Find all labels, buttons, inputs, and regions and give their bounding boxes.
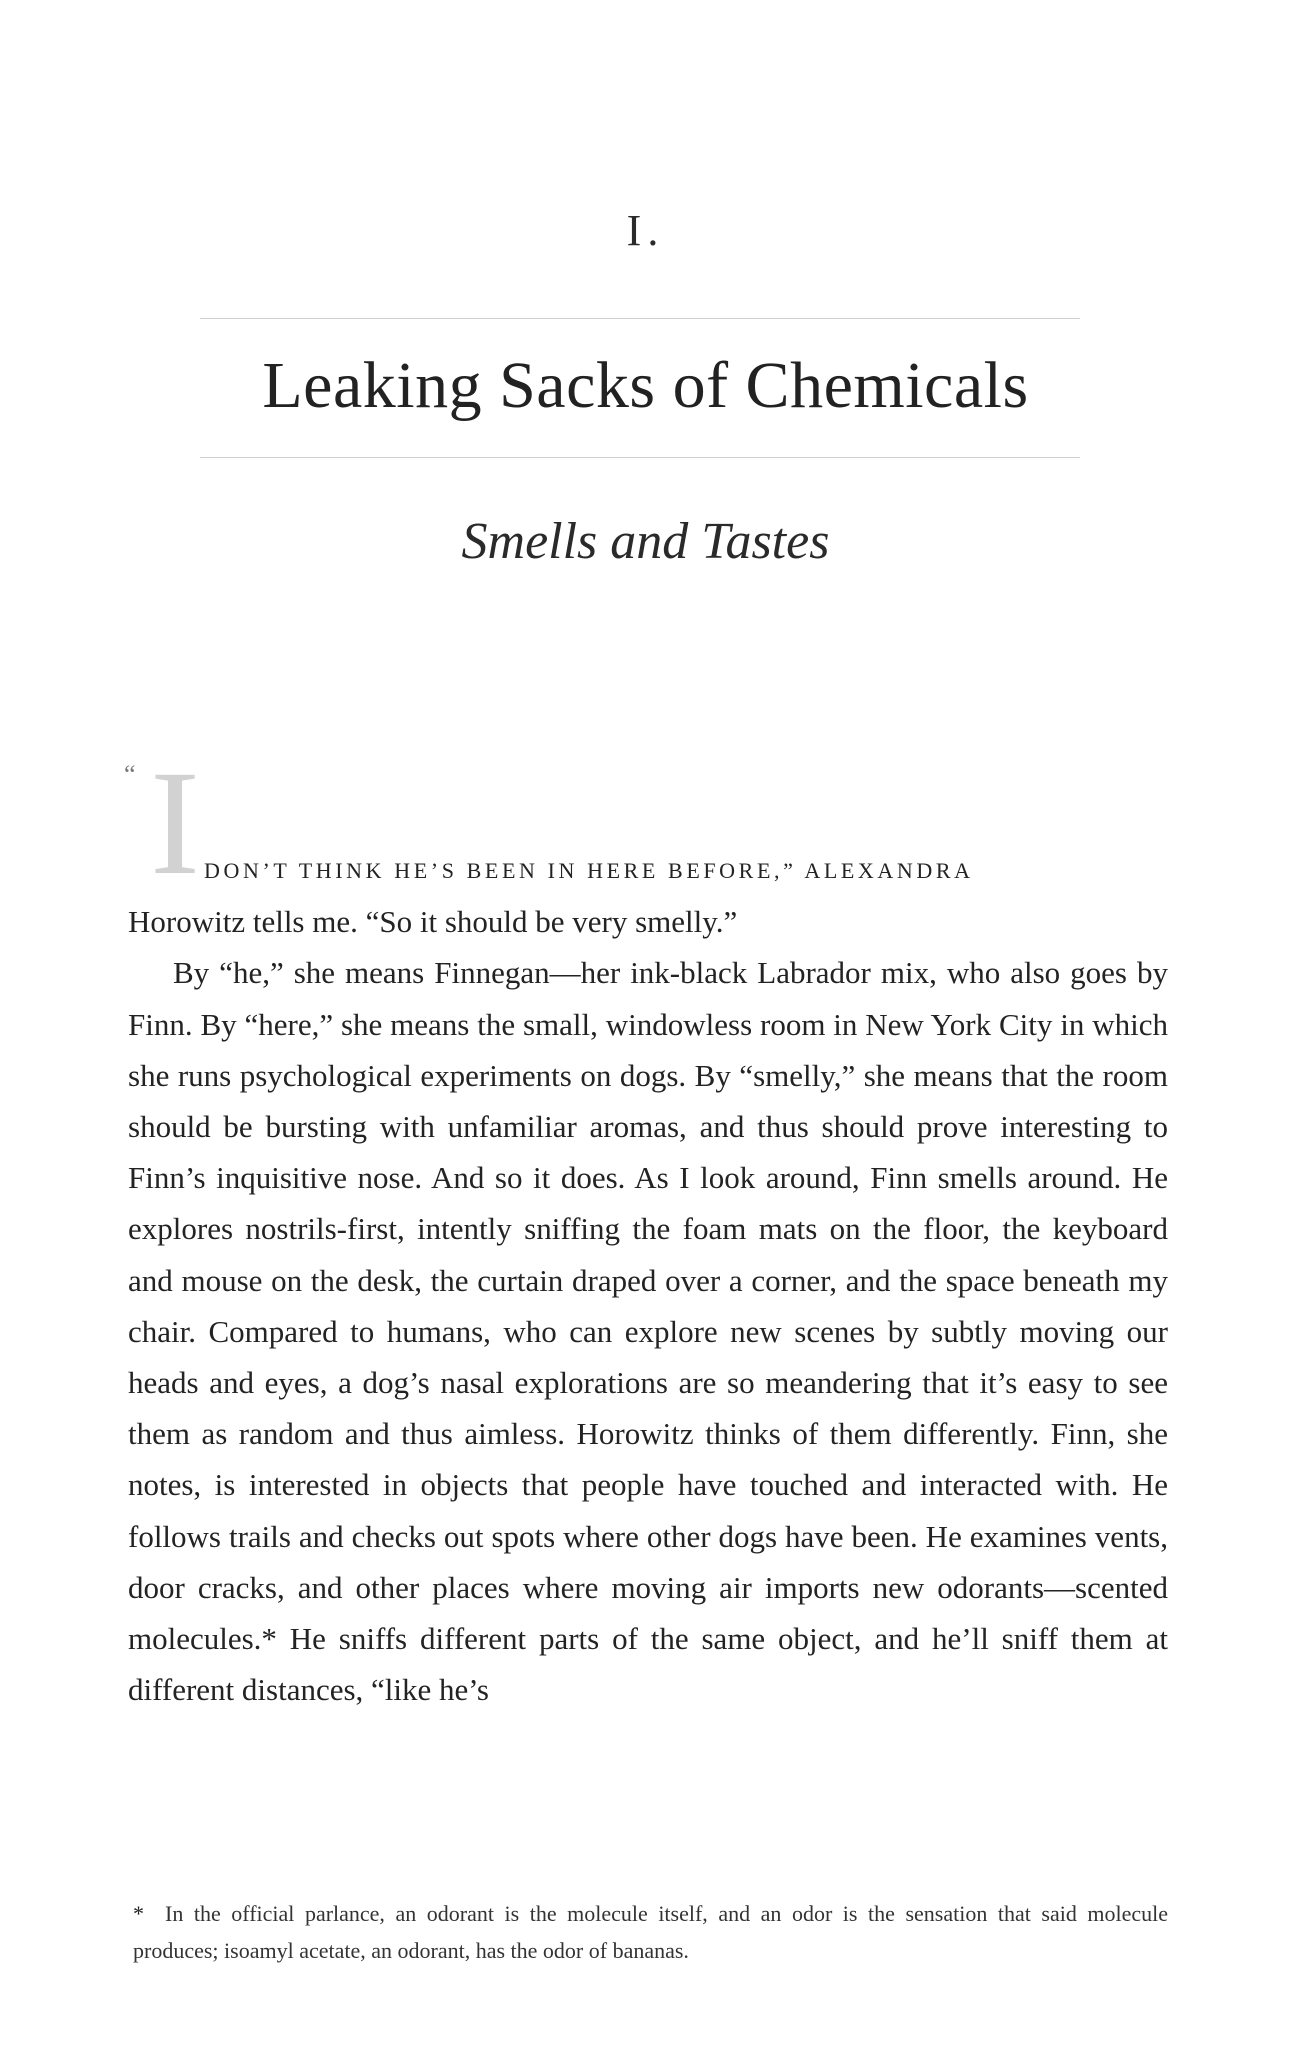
opening-quote-mark: “ xyxy=(124,760,136,789)
footnote xyxy=(133,1895,1168,1969)
paragraph-2: By “he,” she means Finnegan—her ink-black Labrador mix, who also goes by Finn. By “here,” she means the small, windowless room in New York City in which she runs psychological experiments on dogs. By “smelly,” she means that the room should be bursting with unfamiliar aromas, and thus should prove interesting to Finn’s inquisitive nose. And so it does. As I look around, Finn smells around. He explores nostrils-first, intently sniffing the foam mats on the floor, the keyboard and mouse on the desk, the curtain draped over a corner, and the space beneath my chair. Compared to humans, who can explore new scenes by subtly moving our heads and eyes, a dog’s nasal explorations are so meandering that it’s easy to see them as random and thus aimless. Horowitz thinks of them differently. Finn, she notes, is interested in objects that people have touched and interacted with. He follows trails and checks out spots where other dogs have been. He examines vents, door cracks, and other places where moving air imports new odorants—scented molecules.* He sniffs different parts of the same object, and he’ll sniff them at different distances, “like he’s xyxy=(128,955,1168,1708)
title-rule-top xyxy=(200,318,1080,319)
footnote-text: In the official parlance, an odorant is the molecule itself, and an odor is the sensation that said molecule produces; isoamyl acetate, an odorant, has the odor of bananas. xyxy=(133,1901,1168,1963)
title-rule-bottom xyxy=(200,457,1080,458)
chapter-subtitle: Smells and Tastes xyxy=(461,513,830,570)
chapter-number: I. xyxy=(626,206,665,255)
opening-smallcaps: DON’T THINK HE’S BEEN IN HERE BEFORE,” ALEXANDRA xyxy=(204,858,974,883)
chapter-title: Leaking Sacks of Chemicals xyxy=(262,349,1029,422)
body-text xyxy=(128,842,1168,1715)
footnote-mark: * xyxy=(133,1901,144,1926)
opening-paragraph xyxy=(128,842,1168,947)
drop-cap: I xyxy=(150,740,200,906)
opening-continuation: Horowitz tells me. “So it should be very smelly.” xyxy=(128,904,738,940)
